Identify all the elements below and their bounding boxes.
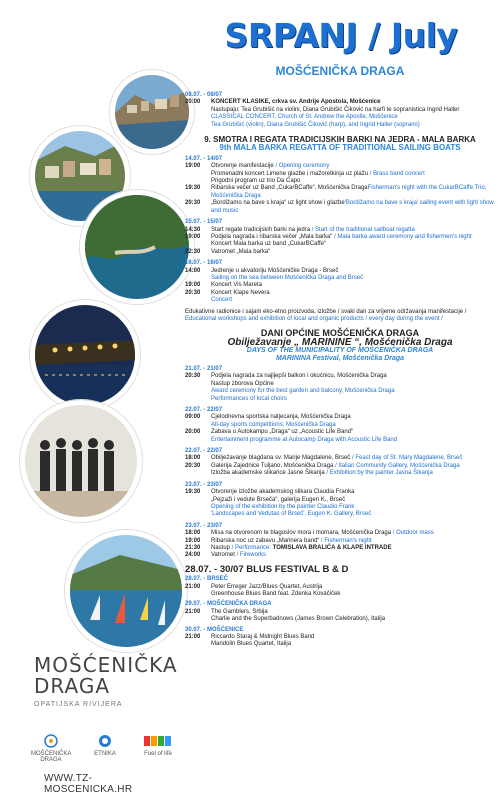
event-date: 23.07. - 23/07 bbox=[185, 522, 223, 529]
brand-tagline: OPATIJSKA RIVIJERA bbox=[34, 701, 123, 708]
event-text-segment: Prigodni program uz trio Da Capo bbox=[211, 178, 301, 185]
event-text bbox=[211, 634, 495, 649]
event-text bbox=[211, 584, 495, 599]
event-text-segment: Otvorenje izložbe akademskog slikara Claudia Franka bbox=[211, 489, 355, 496]
event-text-segment: The Gamblers, Srbija bbox=[211, 608, 268, 615]
event-text-segment: Start regate tradicijskih barki na jedra bbox=[211, 226, 311, 233]
event-text-segment: Opening of the exhibition by the painter Claudio Frank bbox=[211, 503, 355, 510]
event-time: 20:00 bbox=[185, 429, 201, 436]
section-heading-en: 9th MALA BARKA REGATTA OF TRADITIONAL SAILING BOATS bbox=[219, 143, 461, 153]
event-time: 20:30 bbox=[185, 200, 201, 207]
sponsor-logos bbox=[25, 733, 185, 768]
event-time: 19:00 bbox=[185, 282, 201, 289]
event-row bbox=[185, 234, 495, 249]
event-time: 14:00 bbox=[185, 267, 201, 274]
event-row bbox=[185, 545, 495, 552]
event-time: 18:00 bbox=[185, 455, 201, 462]
photo-night-harbor bbox=[30, 300, 140, 410]
logo-moscenicka-draga: MOŠĆENIČKA DRAGA bbox=[31, 733, 71, 763]
colorful-wordmark-icon bbox=[143, 733, 173, 749]
event-row bbox=[185, 530, 495, 537]
event-text-segment: / Outdoor mass bbox=[391, 530, 434, 537]
event-text-segment: Award ceremony for the best garden and balcony, Mošćenička Draga bbox=[211, 388, 395, 395]
event-text-segment: Ribarska večer uz Band „CukarBCaffe“, Mošćenička Draga bbox=[211, 185, 368, 192]
event-row bbox=[185, 489, 495, 519]
event-text bbox=[211, 99, 495, 129]
event-text-segment: Galerija Zajednice Tuljano, Mošćenička Draga bbox=[211, 462, 334, 469]
event-text-segment: „Bordižamo na bave s kraja“ uz light show i glazbe bbox=[211, 200, 345, 207]
photo-village-hillside bbox=[110, 70, 194, 154]
event-date: 29.07. - MOŠĆENIČKA DRAGA bbox=[185, 601, 272, 608]
event-group bbox=[185, 414, 495, 444]
event-date: 22.07. - 22/07 bbox=[185, 407, 223, 414]
event-time: 20:30 bbox=[185, 373, 201, 380]
event-time: 19:30 bbox=[185, 489, 201, 496]
event-time: 19:30 bbox=[185, 185, 201, 192]
event-detail-en: Tea Grubišić (violin), Diana Grubišić Čiković (harp), and Ingrid Haller (soprano) bbox=[211, 121, 420, 128]
event-time: 14:30 bbox=[185, 226, 201, 233]
event-row bbox=[185, 455, 495, 462]
event-text-segment: Entertainment programme at Autocamp Draga with Acoustic Life Band bbox=[211, 436, 398, 443]
event-row bbox=[185, 268, 495, 283]
event-text bbox=[211, 249, 495, 256]
event-text-segment: TOMISLAVA BRALIĆA & KLAPE INTRADE bbox=[272, 544, 392, 551]
days-subheading-en: MARININA Festival, Mošćenička Draga bbox=[275, 354, 405, 362]
event-time: 24:00 bbox=[185, 552, 201, 559]
program-list bbox=[185, 88, 495, 649]
event-time: 21:30 bbox=[185, 544, 201, 551]
event-time: 21:00 bbox=[185, 583, 201, 590]
event-group bbox=[185, 227, 495, 257]
workshops-note-en: Educational workshops and exhibition of local and organic products / every day during the event / bbox=[185, 315, 443, 322]
event-time: 21:00 bbox=[185, 608, 201, 615]
event-row bbox=[185, 373, 495, 403]
event-text-segment: Peter Erreger Jazz/Blues Quartet, Austrija bbox=[211, 583, 323, 590]
event-row bbox=[185, 227, 495, 234]
event-detail: Nastupaju: Tea Grubišić na violini, Diana Grubišić Čiković na harfi te sopranistica Ingrid Haller bbox=[211, 106, 460, 113]
event-row bbox=[185, 538, 495, 545]
event-group bbox=[185, 489, 495, 519]
event-date: 28.07. - BRSEČ bbox=[185, 576, 229, 583]
event-time: 20:30 bbox=[185, 289, 201, 296]
days-subheading: Obilježavanje „ MARININE “, Mošćenička Draga bbox=[227, 336, 453, 348]
event-title-en: CLASSICAL CONCERT, Church of St. Andrew the Apostle, Mošćenice bbox=[211, 114, 398, 121]
program-column bbox=[185, 0, 495, 800]
event-text bbox=[211, 200, 495, 215]
event-date: 22.07. - 22/07 bbox=[185, 448, 223, 455]
event-text-segment: / Start of the traditional sailboat regatta bbox=[310, 226, 415, 233]
event-text bbox=[211, 545, 495, 552]
event-text-segment: 'Bordižamo na bave s kraja' sailing event with light show and music bbox=[211, 200, 494, 214]
event-text bbox=[211, 463, 495, 478]
event-row bbox=[185, 163, 495, 185]
event-text bbox=[211, 609, 495, 624]
event-text-segment: Riccardo Staraj & Midnight Blues Band bbox=[211, 634, 315, 640]
logo-fuel-of-life: Fuel of life bbox=[135, 733, 181, 757]
event-text-segment: Cjelodnevna sportska natjecanja, Mošćenička Draga bbox=[211, 414, 351, 421]
event-row bbox=[185, 414, 495, 429]
event-text-segment: / Italian Community Gallery, Mošćenička Draga bbox=[333, 462, 460, 469]
event-text-segment: Mandolin Blues Quartet, Italija bbox=[211, 641, 292, 648]
event-row bbox=[185, 282, 495, 289]
event-text-segment: 'Landscapes and Vedutas of Brseč', Eugen K. Gallery, Brseč bbox=[211, 511, 372, 518]
event-text-segment: Podjela nagrada i ribarska večer „Mala barka“ bbox=[211, 233, 333, 240]
event-date: 23.07. - 23/07 bbox=[185, 481, 223, 488]
event-text-segment: Ribarska noć uz zabavu „Marinera band“ bbox=[211, 537, 320, 544]
event-date: 14.07. - 14/07 bbox=[185, 155, 223, 162]
brand-block bbox=[34, 655, 184, 708]
photo-choir bbox=[20, 400, 142, 522]
event-group bbox=[185, 609, 495, 624]
event-group bbox=[185, 530, 495, 560]
event-row bbox=[185, 290, 495, 305]
event-time: 21:00 bbox=[185, 634, 201, 640]
event-text-segment: Sailing on the sea between Mošćenička Draga and Brseč bbox=[211, 274, 364, 281]
event-row bbox=[185, 429, 495, 444]
event-time: 20:30 bbox=[185, 462, 201, 469]
event-text bbox=[211, 414, 495, 429]
event-time: 18:00 bbox=[185, 530, 201, 537]
event-group bbox=[185, 163, 495, 215]
website-url[interactable]: WWW.TZ-MOSCENICKA.HR bbox=[44, 773, 133, 795]
event-time: 22:30 bbox=[185, 248, 201, 255]
event-text bbox=[211, 530, 495, 537]
event-date: 21.07. - 21/07 bbox=[185, 366, 223, 372]
event-date: 30.07. - MOŠĆENICE bbox=[185, 626, 244, 633]
event-text bbox=[211, 268, 495, 283]
event-row bbox=[185, 609, 495, 624]
page-subtitle: MOŠĆENIČKA DRAGA bbox=[275, 64, 405, 78]
event-time: 19:00 bbox=[185, 233, 201, 240]
workshops-note: Edukativne radionice i sajam eko-etno proizvoda, izložbe / svaki dan za vrijeme održavanja manifestacije / bbox=[185, 308, 467, 315]
event-text bbox=[211, 552, 495, 559]
event-text-segment: / Mala barka award ceremony and fishermen's night bbox=[332, 233, 472, 240]
page-title: SRPANJ / July bbox=[224, 16, 458, 55]
event-text-segment: / Performance: bbox=[230, 544, 273, 551]
event-row bbox=[185, 185, 495, 200]
event-text bbox=[211, 373, 495, 403]
event-text bbox=[211, 234, 495, 249]
event-text-segment: „Pejzaži i vedute Brseča“, galerija Eugen K., Brseč bbox=[211, 496, 346, 503]
event-text-segment: Izložba akademske slikarice Jasne Šikanja bbox=[211, 470, 325, 477]
event-title: KONCERT KLASIKE, crkva sv. Andrije Apostola, Mošćenice bbox=[211, 99, 381, 106]
event-time: 20:00 bbox=[185, 99, 201, 106]
event-time: 19:00 bbox=[185, 537, 201, 544]
event-text-segment: / Exhibition by the painter Jasna Šikanja bbox=[324, 470, 433, 477]
event-text-segment: Koncert Mala barka uz band „CukarBCaffe“ bbox=[211, 241, 326, 248]
event-text-segment: Jedrenje u akvatoriju Mošćeničke Draga - Brseč bbox=[211, 267, 339, 274]
compass-icon bbox=[41, 733, 61, 749]
logo-etnika: ETNIKA bbox=[87, 733, 123, 757]
event-text bbox=[211, 185, 495, 200]
event-row bbox=[185, 99, 495, 129]
event-text-segment: Podjela nagrada za najljepši balkon i okućnicu, Mošćenička Draga bbox=[211, 373, 387, 380]
event-time: 19:00 bbox=[185, 163, 201, 170]
event-text-segment: Charlie and the Superbadnows (James Brown Celebration), Italija bbox=[211, 616, 386, 623]
event-time: 09:00 bbox=[185, 414, 201, 421]
event-group bbox=[185, 455, 495, 477]
photo-column bbox=[0, 0, 180, 800]
event-text bbox=[211, 290, 495, 305]
event-row bbox=[185, 249, 495, 256]
event-text-segment: Greenhouse Blues Band feat. Zdenka Kovačiček bbox=[211, 590, 341, 597]
event-date: 15.07. - 15/07 bbox=[185, 219, 223, 226]
event-group bbox=[185, 634, 495, 649]
event-text-segment: All-day sports competitions, Mošćenička Draga bbox=[211, 421, 336, 428]
section-heading: 9. SMOTRA I REGATA TRADICIJSKIH BARKI NA JEDRA - MALA BARKA bbox=[204, 135, 476, 145]
event-row bbox=[185, 552, 495, 559]
event-row bbox=[185, 584, 495, 599]
event-text-segment: / Brass band concert bbox=[368, 170, 425, 177]
event-text-segment: Promenadni koncert Limene glazbe i mažoretkinja uz plažu bbox=[211, 170, 369, 177]
event-text-segment: / Feast day of St. Mary Magdalene, Brseč bbox=[350, 455, 463, 462]
event-text-segment: / Opening ceremony bbox=[273, 163, 330, 170]
event-text bbox=[211, 429, 495, 444]
event-text-segment: Nastup zborova Općine bbox=[211, 380, 274, 387]
event-text-segment: Vatromet bbox=[211, 552, 235, 559]
event-text bbox=[211, 538, 495, 545]
event-text-segment: Nastup bbox=[211, 544, 231, 551]
photo-aerial-coast bbox=[80, 190, 194, 304]
event-group bbox=[185, 584, 495, 599]
photo-sailboats bbox=[65, 530, 187, 652]
event-text bbox=[211, 163, 495, 185]
wheel-icon bbox=[95, 733, 115, 749]
event-text-segment: Obilježavanje blagdana sv. Marije Magdalene, Brseč bbox=[211, 455, 351, 462]
event-row bbox=[185, 463, 495, 478]
event-text-segment: Fisherman's night with the CukarBCaffe Trio, Mošćenička Draga bbox=[211, 185, 487, 199]
event-text bbox=[211, 455, 495, 462]
days-heading: DANI OPĆINE MOŠĆENIČKA DRAGA bbox=[260, 328, 420, 339]
event-date: 08.07. - 08/07 bbox=[185, 92, 223, 98]
event-text-segment: Concert bbox=[211, 297, 233, 304]
event-text-segment: / Fisherman's night bbox=[319, 537, 372, 544]
event-date: 16.07. - 16/07 bbox=[185, 260, 223, 267]
days-heading-en: DAYS OF THE MUNICIPALITY OF MOŠĆENIČKA DRAGA bbox=[246, 347, 434, 355]
event-text-segment: Misa na otvorenom te blagoslov mora i mornara, Mošćenička Draga bbox=[211, 530, 392, 537]
event-text-segment: Koncert Klape Nevera bbox=[211, 289, 270, 296]
event-text-segment: Vatromet „Mala barka“ bbox=[211, 248, 271, 255]
event-text-segment: Performances of local choirs bbox=[211, 395, 287, 402]
event-text-segment: Otvorenje manifestacije bbox=[211, 163, 274, 170]
event-text-segment: / Fireworks bbox=[234, 552, 266, 559]
event-row bbox=[185, 200, 495, 215]
brand-name: MOŠĆENIČKA DRAGA bbox=[34, 653, 178, 698]
event-group bbox=[185, 268, 495, 305]
event-text bbox=[211, 489, 495, 519]
event-text-segment: Koncert Vis Mareta bbox=[211, 282, 262, 289]
event-text bbox=[211, 282, 495, 289]
event-group bbox=[185, 373, 495, 403]
blues-festival-heading: 28.07. - 30/07 BLUS FESTIVAL B & D bbox=[185, 563, 349, 575]
event-text-segment: Zabava u Autokampu „Draga“ uz „Acoustic Life Band“ bbox=[211, 429, 354, 436]
event-row bbox=[185, 634, 495, 649]
event-text bbox=[211, 227, 495, 234]
